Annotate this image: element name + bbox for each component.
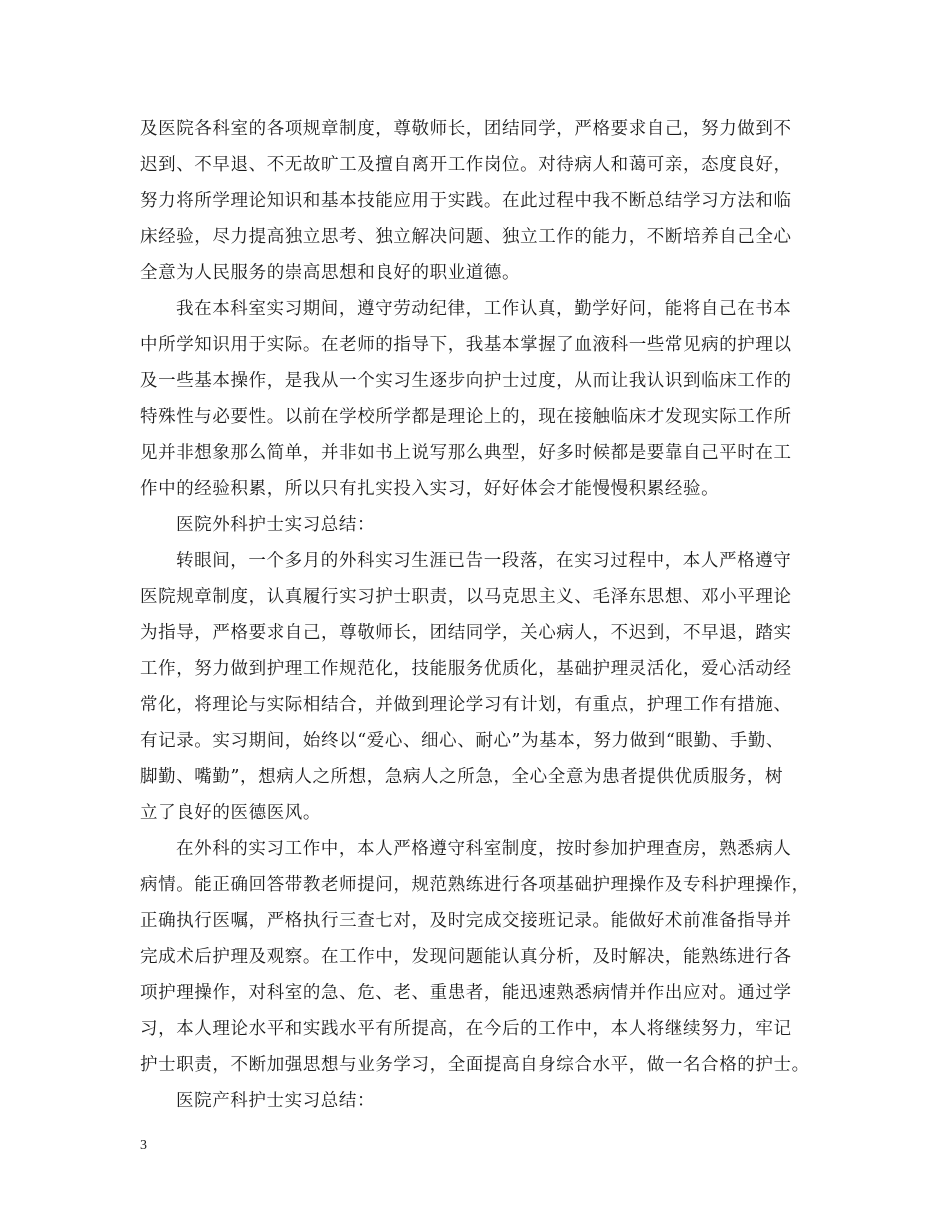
text-line: 及医院各科室的各项规章制度，尊敬师长，团结同学，严格要求自己，努力做到不 xyxy=(140,119,792,139)
text-line: 作中的经验积累，所以只有扎实投入实习，好好体会才能慢慢积累经验。 xyxy=(140,479,720,499)
text-line: 全意为人民服务的崇高思想和良好的职业道德。 xyxy=(140,263,521,283)
text-line: 护士职责，不断加强思想与业务学习，全面提高自身综合水平，做一名合格的护士。 xyxy=(140,1055,810,1075)
text-line: 为指导，严格要求自己，尊敬师长，团结同学，关心病人，不迟到，不早退，踏实 xyxy=(140,623,792,643)
text-line: 特殊性与必要性。以前在学校所学都是理论上的，现在接触临床才发现实际工作所 xyxy=(140,407,792,427)
text-line: 工作，努力做到护理工作规范化，技能服务优质化，基础护理灵活化，爱心活动经 xyxy=(140,659,792,679)
text-line: 常化，将理论与实际相结合，并做到理论学习有计划，有重点，护理工作有措施、 xyxy=(140,695,792,715)
text-line: 有记录。实习期间，始终以“爱心、细心、耐心”为基本，努力做到“眼勤、手勤、 xyxy=(140,731,785,751)
section-heading: 医院产科护士实习总结： xyxy=(176,1091,376,1111)
text-line: 医院规章制度，认真履行实习护士职责，以马克思主义、毛泽东思想、邓小平理论 xyxy=(140,587,792,607)
paragraph-start-line: 在外科的实习工作中，本人严格遵守科室制度，按时参加护理查房，熟悉病人 xyxy=(176,839,792,859)
text-line: 病情。能正确回答带教老师提问，规范熟练进行各项基础护理操作及专科护理操作， xyxy=(140,875,810,895)
text-line: 努力将所学理论知识和基本技能应用于实践。在此过程中我不断总结学习方法和临 xyxy=(140,191,792,211)
text-line: 中所学知识用于实际。在老师的指导下，我基本掌握了血液科一些常见病的护理以 xyxy=(140,335,792,355)
text-line: 正确执行医嘱，严格执行三查七对，及时完成交接班记录。能做好术前准备指导并 xyxy=(140,911,792,931)
text-line: 项护理操作，对科室的急、危、老、重患者，能迅速熟悉病情并作出应对。通过学 xyxy=(140,983,792,1003)
text-line: 见并非想象那么简单，并非如书上说写那么典型，好多时候都是要靠自己平时在工 xyxy=(140,443,792,463)
text-line: 立了良好的医德医风。 xyxy=(140,803,321,823)
text-line: 及一些基本操作，是我从一个实习生逐步向护士过度，从而让我认识到临床工作的 xyxy=(140,371,792,391)
section-heading: 医院外科护士实习总结： xyxy=(176,515,376,535)
paragraph-start-line: 我在本科室实习期间，遵守劳动纪律，工作认真，勤学好问，能将自己在书本 xyxy=(176,299,792,319)
text-line: 床经验，尽力提高独立思考、独立解决问题、独立工作的能力，不断培养自己全心 xyxy=(140,227,792,247)
text-line: 脚勤、嘴勤”，想病人之所想，急病人之所急，全心全意为患者提供优质服务，树 xyxy=(140,767,784,787)
text-line: 完成术后护理及观察。在工作中，发现问题能认真分析，及时解决，能熟练进行各 xyxy=(140,947,792,967)
text-line: 迟到、不早退、不无故旷工及擅自离开工作岗位。对待病人和蔼可亲，态度良好， xyxy=(140,155,792,175)
text-line: 习，本人理论水平和实践水平有所提高，在今后的工作中，本人将继续努力，牢记 xyxy=(140,1019,792,1039)
page-number: 3 xyxy=(140,1138,147,1153)
paragraph-start-line: 转眼间，一个多月的外科实习生涯已告一段落，在实习过程中，本人严格遵守 xyxy=(176,551,792,571)
